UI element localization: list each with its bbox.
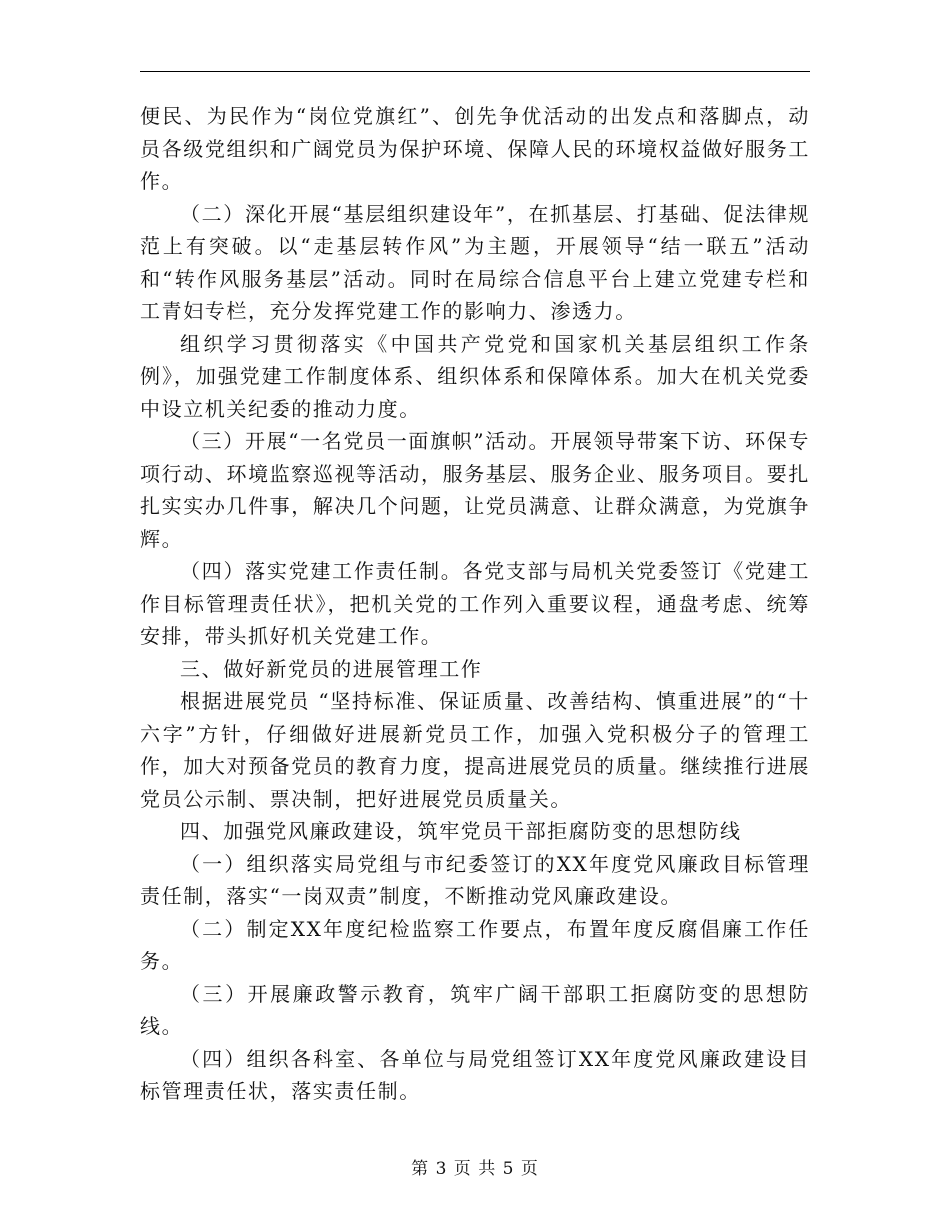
- section-heading-3: 三、做好新党员的进展管理工作: [180, 656, 483, 681]
- section-heading-4: 四、加强党风廉政建设，筑牢党员干部拒腐防变的思想防线: [180, 819, 742, 843]
- paragraph-1: 便民、为民作为“岗位党旗红”、创先争优活动的出发点和落脚点，动员各级党组织和广阔党员为保护环境、保障人民的环境权益做好服务工作。: [140, 104, 810, 193]
- document-body: [140, 100, 810, 1108]
- paragraph-3: 组织学习贯彻落实《中国共产党党和国家机关基层组织工作条例》，加强党建工作制度体系、组织体系和保障体系。加大在机关党委中设立机关纪委的推动力度。: [140, 331, 810, 421]
- paragraph-7: 根据进展党员 “坚持标准、保证质量、改善结构、慎重进展”的“十六字”方针，仔细做好进展新党员工作，加强入党积极分子的管理工作，加大对预备党员的教育力度，提高进展党员的质量。继续推行进展党员公示制、票决制，把好进展党员质量关。: [140, 689, 810, 811]
- header-rule: [140, 71, 810, 72]
- paragraph-2: （二）深化开展“基层组织建设年”，在抓基层、打基础、促法律规范上有突破。以“走基层转作风”为主题，开展领导“结一联五”活动和“转作风服务基层”活动。同时在局综合信息平台上建立党建专栏和工青妇专栏，充分发挥党建工作的影响力、渗透力。: [140, 201, 810, 323]
- paragraph-5: （四）落实党建工作责任制。各党支部与局机关党委签订《党建工作目标管理责任状》，把机关党的工作列入重要议程，通盘考虑、统筹安排，带头抓好机关党建工作。: [140, 559, 810, 648]
- paragraph-9: （一）组织落实局党组与市纪委签订的XX年度党风廉政目标管理责任制，落实“一岗双责”制度，不断推动党风廉政建设。: [140, 851, 810, 908]
- page-number: 第 3 页 共 5 页: [411, 1159, 539, 1179]
- paragraph-4: （三）开展“一名党员一面旗帜”活动。开展领导带案下访、环保专项行动、环境监察巡视等活动，服务基层、服务企业、服务项目。要扎扎实实办几件事，解决几个问题，让党员满意、让群众满意，为党旗争辉。: [140, 429, 810, 551]
- paragraph-10: （二）制定XX年度纪检监察工作要点，布置年度反腐倡廉工作任务。: [140, 916, 810, 973]
- paragraph-12: （四）组织各科室、各单位与局党组签订XX年度党风廉政建设目标管理责任状，落实责任制。: [140, 1046, 810, 1103]
- paragraph-11: （三）开展廉政警示教育，筑牢广阔干部职工拒腐防变的思想防线。: [140, 981, 810, 1038]
